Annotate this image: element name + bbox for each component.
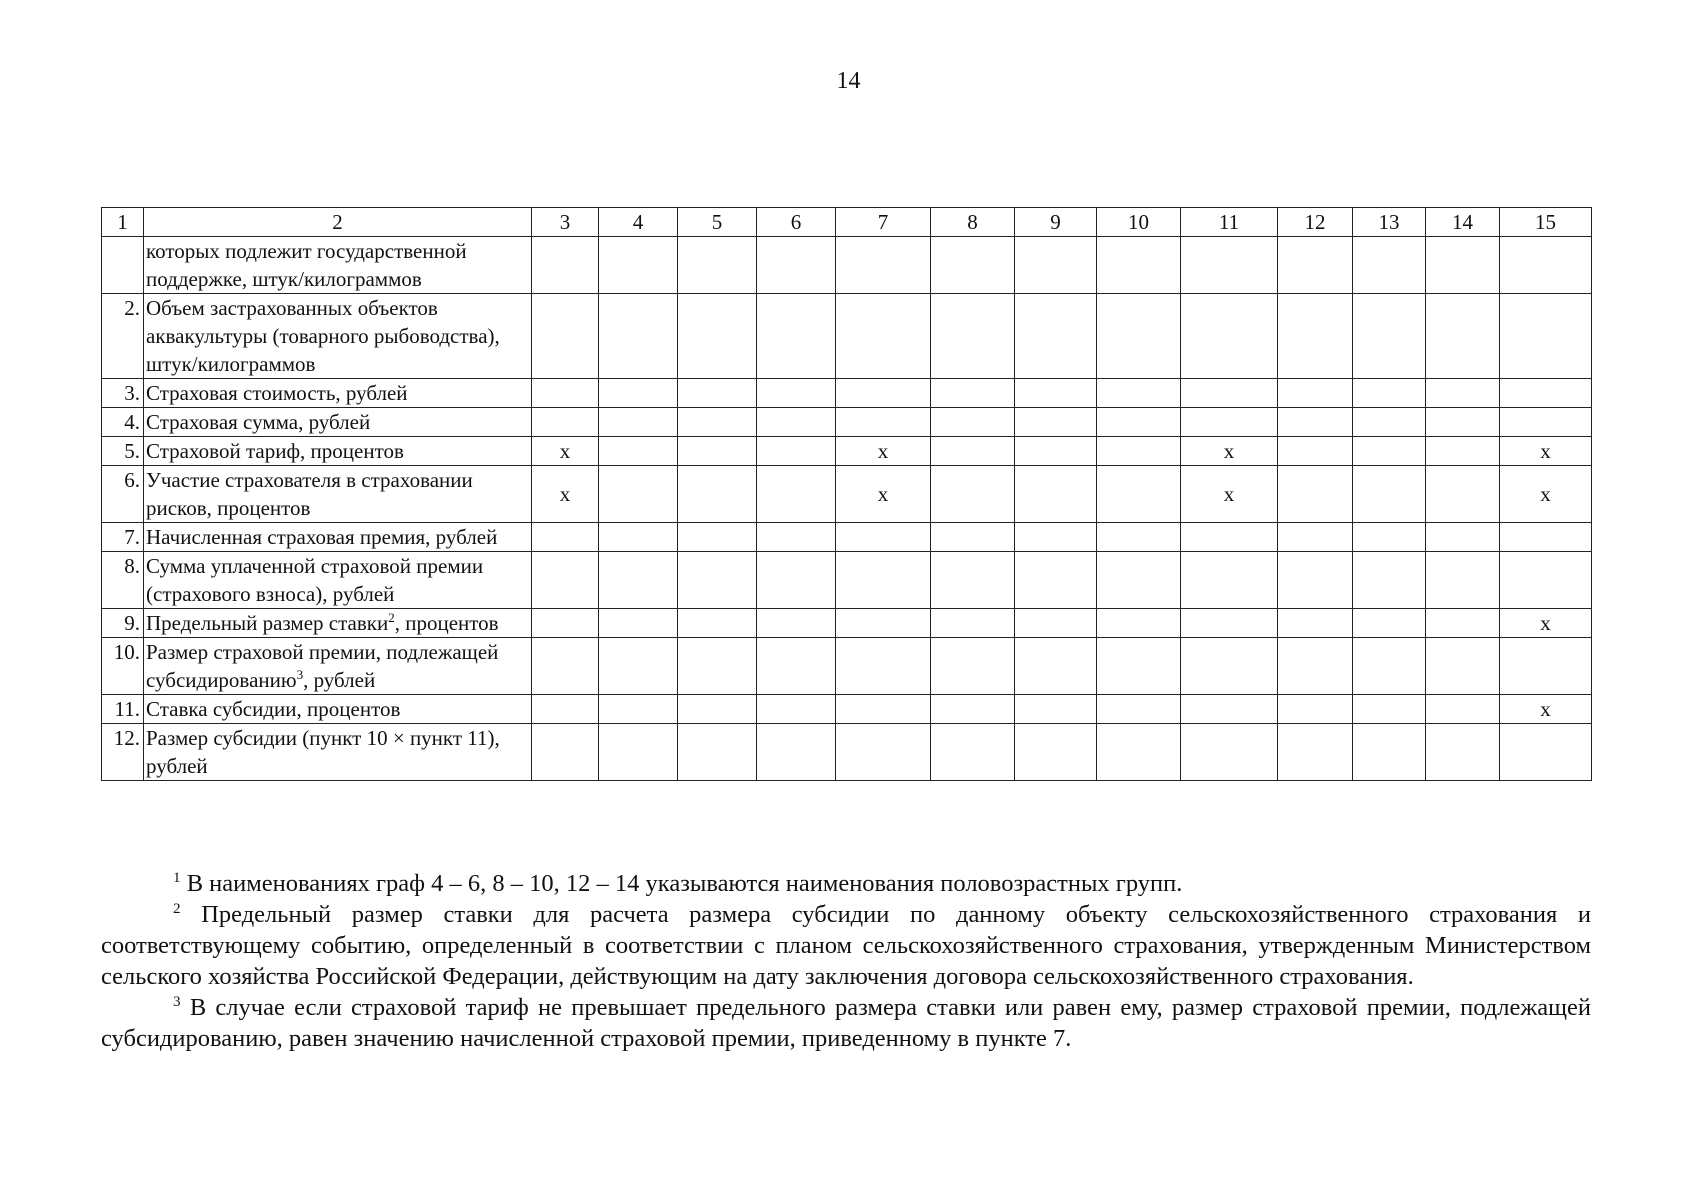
table-cell [678,466,757,523]
table-cell [1278,523,1353,552]
table-cell [1015,523,1097,552]
table-cell [1426,724,1500,781]
table-cell [931,294,1015,379]
row-number: 8. [102,552,144,609]
table-cell [599,379,678,408]
table-cell [1353,237,1426,294]
table-cell [757,437,836,466]
table-cell [757,237,836,294]
table-cell [678,609,757,638]
table-row [102,695,1592,724]
column-number-8: 8 [931,208,1015,237]
row-label-suffix: , рублей [303,668,376,692]
column-number-9: 9 [1015,208,1097,237]
table-cell [1097,237,1181,294]
table-cell [599,466,678,523]
row-label [144,294,532,379]
table-cell [1353,523,1426,552]
table-cell [1278,379,1353,408]
row-label [144,609,532,638]
table-cell [599,237,678,294]
table-cell [1278,294,1353,379]
table-cell [1181,695,1278,724]
table-cell [1353,695,1426,724]
column-number-7: 7 [836,208,931,237]
table-cell: x [836,466,931,523]
table-cell [1500,638,1592,695]
footnote [101,992,1591,1054]
table-cell [1181,638,1278,695]
table-cell [1500,408,1592,437]
table-cell [931,609,1015,638]
table-cell [931,408,1015,437]
table-cell [1015,408,1097,437]
row-label-text: Ставка субсидии, процентов [146,697,401,721]
table-cell [1015,437,1097,466]
column-number-3: 3 [532,208,599,237]
table-cell [1097,724,1181,781]
table-cell [931,724,1015,781]
footnote-marker: 2 [173,899,181,917]
table-cell [757,294,836,379]
table-cell: x [1181,437,1278,466]
row-label-text: Объем застрахованных объектов аквакультуры (товарного рыбоводства), штук/килограммов [146,296,500,376]
row-number: 9. [102,609,144,638]
column-number-4: 4 [599,208,678,237]
row-number: 12. [102,724,144,781]
table-row [102,609,1592,638]
table-cell [931,379,1015,408]
table-cell [836,609,931,638]
row-label-suffix: , процентов [394,611,499,635]
table-cell [1015,552,1097,609]
table-cell [1015,379,1097,408]
row-label [144,724,532,781]
table-cell [1181,294,1278,379]
table-cell [836,408,931,437]
footnote-text: Предельный размер ставки для расчета размера субсидии по данному объекту сельскохозяйственного страхования и соответствующему событию, определенный в соответствии с планом сельскохозяйственного страхования, утвержденным Министерством сельского хозяйства Российской Федерации, действующим на дату заключения договора сельскохозяйственного страхования. [101,901,1591,990]
table-cell [1426,237,1500,294]
table-cell [532,379,599,408]
table-cell: x [836,437,931,466]
row-number: 11. [102,695,144,724]
table-cell [678,237,757,294]
table-cell [1097,523,1181,552]
table-cell [599,408,678,437]
row-label [144,695,532,724]
row-label-text: Страховая сумма, рублей [146,410,371,434]
table-cell [1015,466,1097,523]
footnote-text: В случае если страховой тариф не превышает предельного размера ставки или равен ему, размер страховой премии, подлежащей субсидированию, равен значению начисленной страховой премии, приведенному в пункте 7. [101,994,1591,1052]
row-number: 7. [102,523,144,552]
row-number: 5. [102,437,144,466]
table-cell [1181,379,1278,408]
table-cell [678,695,757,724]
table-cell [836,695,931,724]
table-cell [1278,609,1353,638]
table-cell [757,466,836,523]
row-number: 4. [102,408,144,437]
table-cell [1015,695,1097,724]
table-container [101,207,1592,781]
table-cell [1426,408,1500,437]
column-number-11: 11 [1181,208,1278,237]
table-cell [757,638,836,695]
table-cell [678,724,757,781]
table-cell [599,638,678,695]
table-cell [1500,552,1592,609]
footnote-marker: 3 [173,992,181,1010]
table-cell [757,379,836,408]
table-cell [757,523,836,552]
table-cell [599,609,678,638]
table-cell [532,294,599,379]
column-number-row [102,208,1592,237]
table-cell [1097,466,1181,523]
footnote-text: В наименованиях граф 4 – 6, 8 – 10, 12 – 14 указываются наименования половозрастных групп. [180,870,1183,897]
column-number-14: 14 [1426,208,1500,237]
table-cell [532,695,599,724]
table-cell [1353,408,1426,437]
table-cell [1426,638,1500,695]
table-cell [1278,638,1353,695]
table-cell [1097,408,1181,437]
column-number-12: 12 [1278,208,1353,237]
table-cell [1426,466,1500,523]
table-cell [931,638,1015,695]
table-cell [1426,379,1500,408]
table-cell [599,523,678,552]
table-cell [1426,609,1500,638]
table-cell [1097,609,1181,638]
table-cell [1426,523,1500,552]
row-label [144,552,532,609]
table-cell [532,724,599,781]
row-number: 6. [102,466,144,523]
footnote-reference: 2 [388,610,395,625]
table-cell [1278,724,1353,781]
table-cell [1426,695,1500,724]
row-label-text: Сумма уплаченной страховой премии (страхового взноса), рублей [146,554,484,606]
table-cell [1097,294,1181,379]
table-cell [1097,379,1181,408]
table-cell [1500,523,1592,552]
table-cell [1353,294,1426,379]
table-cell: x [1500,466,1592,523]
table-cell [1278,552,1353,609]
table-row [102,294,1592,379]
table-cell [931,695,1015,724]
table-cell [1015,294,1097,379]
row-number [102,237,144,294]
table-cell [1278,437,1353,466]
table-row [102,466,1592,523]
table-cell [1426,294,1500,379]
page-number: 14 [836,68,861,94]
table-cell [931,523,1015,552]
table-cell [1181,237,1278,294]
table-cell [836,523,931,552]
table-cell [532,408,599,437]
row-label-text: Участие страхователя в страховании рисков, процентов [146,468,473,520]
table-cell [931,237,1015,294]
table-cell [678,523,757,552]
table-cell [836,294,931,379]
table-row [102,638,1592,695]
row-label-text: Страховая стоимость, рублей [146,381,408,405]
table-cell [1353,609,1426,638]
table-cell [1426,437,1500,466]
column-number-13: 13 [1353,208,1426,237]
table-cell [1353,379,1426,408]
table-cell [678,379,757,408]
table-cell: x [1181,466,1278,523]
table-cell [1500,237,1592,294]
table-row [102,552,1592,609]
table-cell [1097,437,1181,466]
footnote [101,868,1591,899]
row-label-text: Размер страховой премии, подлежащей субсидированию [146,640,499,692]
data-table [101,207,1592,781]
table-cell [1097,552,1181,609]
table-cell [1278,237,1353,294]
column-number-1: 1 [102,208,144,237]
table-cell [757,408,836,437]
table-cell [1097,638,1181,695]
table-cell [1278,695,1353,724]
footnotes [101,868,1591,1054]
table-cell [1278,466,1353,523]
table-cell [678,437,757,466]
row-label [144,523,532,552]
row-label-text: Предельный размер ставки [146,611,389,635]
row-label-text: которых подлежит государственной поддержке, штук/килограммов [146,239,467,291]
table-cell [1015,237,1097,294]
table-cell [532,237,599,294]
table-cell [599,724,678,781]
table-cell [678,408,757,437]
table-cell [836,237,931,294]
row-label [144,638,532,695]
table-cell: x [1500,437,1592,466]
table-cell [532,552,599,609]
table-cell [678,638,757,695]
table-cell: x [1500,695,1592,724]
table-cell [931,437,1015,466]
table-cell [1353,724,1426,781]
table-cell [1500,294,1592,379]
table-cell [1353,466,1426,523]
table-cell [1353,437,1426,466]
table-row [102,237,1592,294]
row-label [144,466,532,523]
table-cell [1015,638,1097,695]
footnote-marker: 1 [173,868,181,886]
table-cell [678,552,757,609]
row-number: 2. [102,294,144,379]
table-cell [1353,638,1426,695]
table-cell [678,294,757,379]
table-cell [836,638,931,695]
table-cell [532,638,599,695]
column-number-6: 6 [757,208,836,237]
table-cell [1278,408,1353,437]
table-cell [931,552,1015,609]
table-cell [1353,552,1426,609]
table-cell: x [532,437,599,466]
table-body [102,208,1592,781]
table-cell [1426,552,1500,609]
row-label [144,379,532,408]
table-cell: x [1500,609,1592,638]
row-label [144,437,532,466]
column-number-15: 15 [1500,208,1592,237]
row-label [144,237,532,294]
table-row [102,724,1592,781]
table-cell [1181,552,1278,609]
table-row [102,408,1592,437]
column-number-2: 2 [144,208,532,237]
row-label-text: Страховой тариф, процентов [146,439,404,463]
table-cell [1097,695,1181,724]
table-cell [1015,609,1097,638]
table-cell [836,724,931,781]
column-number-5: 5 [678,208,757,237]
row-label [144,408,532,437]
row-number: 10. [102,638,144,695]
table-cell [599,437,678,466]
table-row [102,379,1592,408]
table-cell [599,294,678,379]
footnote [101,899,1591,992]
table-cell [757,695,836,724]
table-cell [599,695,678,724]
table-cell [1181,724,1278,781]
table-cell [532,523,599,552]
table-cell [532,609,599,638]
table-cell [1500,724,1592,781]
table-row [102,523,1592,552]
table-cell [931,466,1015,523]
table-cell [757,609,836,638]
row-label-text: Размер субсидии (пункт 10 × пункт 11), рублей [146,726,500,778]
table-cell [757,724,836,781]
table-cell [599,552,678,609]
table-cell [836,552,931,609]
table-cell: x [532,466,599,523]
table-cell [757,552,836,609]
footnote-reference: 3 [296,667,304,682]
column-number-10: 10 [1097,208,1181,237]
table-cell [1181,523,1278,552]
table-cell [836,379,931,408]
table-row [102,437,1592,466]
table-cell [1500,379,1592,408]
table-cell [1181,609,1278,638]
row-label-text: Начисленная страховая премия, рублей [146,525,498,549]
table-cell [1181,408,1278,437]
row-number: 3. [102,379,144,408]
table-cell [1015,724,1097,781]
